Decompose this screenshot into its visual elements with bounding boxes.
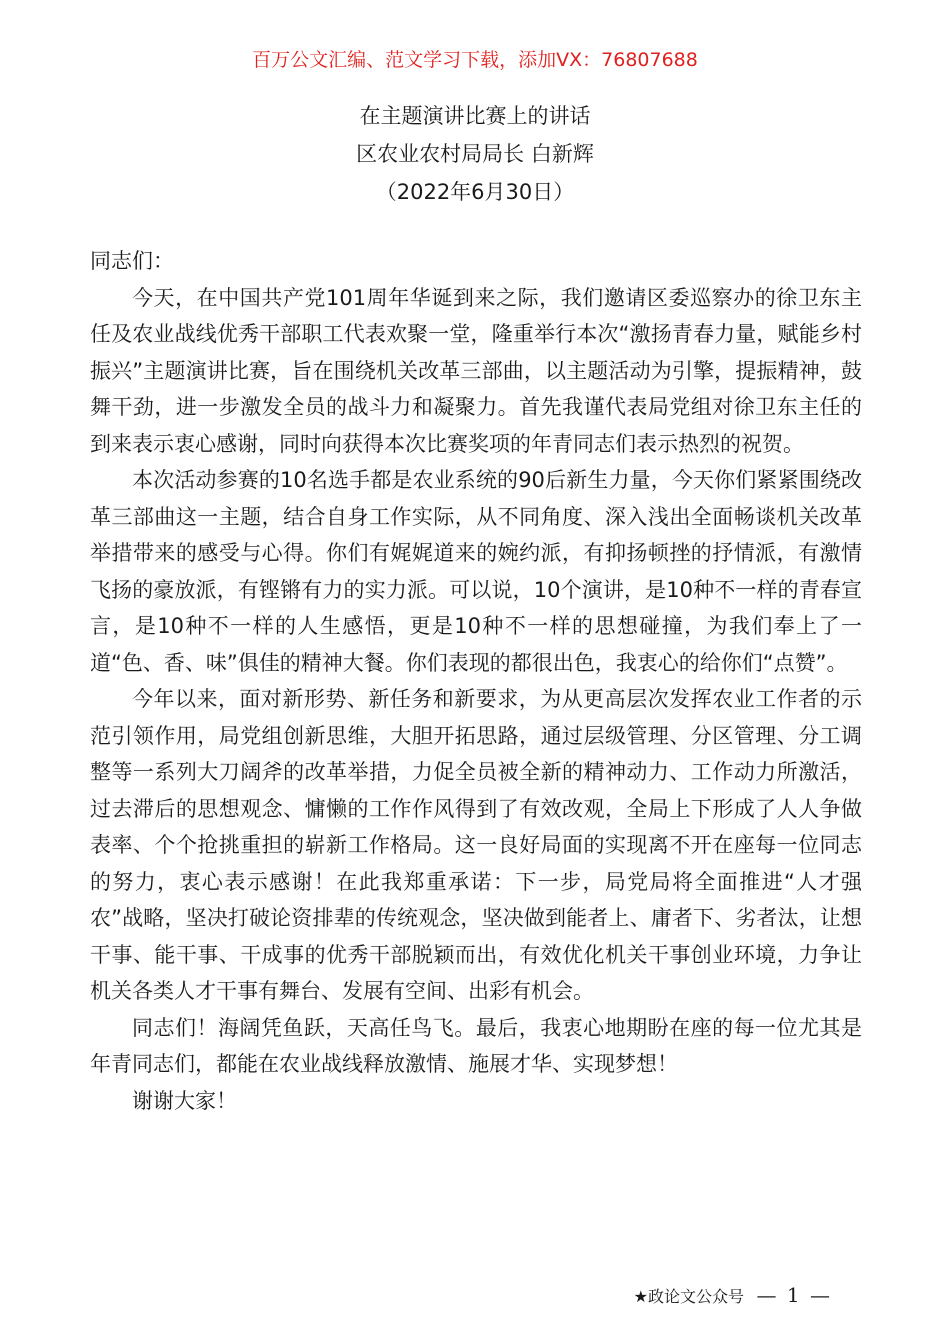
paragraph-2: 本次活动参赛的10名选手都是农业系统的90后新生力量，今天你们紧紧围绕改革三部曲这一主题，结合自身工作实际，从不同角度、深入浅出全面畅谈机关改革举措带来的感受与心得。你们有娓娓道来的婉约派，有抑扬顿挫的抒情派，有激情飞扬的豪放派，有铿锵有力的实力派。可以说，10个演讲，是10种不一样的青春宣言，是10种不一样的人生感悟，更是10种不一样的思想碰撞，为我们奉上了一道“色、香、味”俱佳的精神大餐。你们表现的都很出色，我衷心的给你们“点赞”。 [90,468,862,675]
paragraph-1: 今天，在中国共产党101周年华诞到来之际，我们邀请区委巡察办的徐卫东主任及农业战线优秀干部职工代表欢聚一堂，隆重举行本次“激扬青春力量，赋能乡村振兴”主题演讲比赛，旨在围绕机关改革三部曲，以主题活动为引擎，提振精神，鼓舞干劲，进一步激发全员的战斗力和凝聚力。首先我谨代表局党组对徐卫东主任的到来表示衷心感谢，同时向获得本次比赛奖项的年青同志们表示热烈的祝贺。 [90,285,862,456]
salutation: 同志们： [90,249,174,273]
paragraph-4: 同志们！海阔凭鱼跃，天高任鸟飞。最后，我衷心地期盼在座的每一位尤其是年青同志们，都能在农业战线释放激情、施展才华、实现梦想！ [90,1015,862,1076]
speech-date: （2022年6月30日） [375,180,575,204]
page-number: — 1 — [756,1283,832,1307]
header-banner: 百万公文汇编、范文学习下载，添加VX：76807688 [252,49,698,71]
closing-thanks: 谢谢大家！ [132,1088,237,1113]
paragraph-3: 今年以来，面对新形势、新任务和新要求，为从更高层次发挥农业工作者的示范引领作用，局党组创新思维，大胆开拓思路，通过层级管理、分区管理、分工调整等一系列大刀阔斧的改革举措，力促全员被全新的精神动力、工作动力所激活，过去滞后的思想观念、慵懒的工作作风得到了有效改观，全局上下形成了人人争做表率、个个抢挑重担的崭新工作格局。这一良好局面的实现离不开在座每一位同志的努力，衷心表示感谢！在此我郑重承诺：下一步，局党局将全面推进“人才强农”战略，坚决打破论资排辈的传统观念，坚决做到能者上、庸者下、劣者汰，让想干事、能干事、干成事的优秀干部脱颖而出，有效优化机关干事创业环境，力争让机关各类人才干事有舞台、发展有空间、出彩有机会。 [90,687,862,1003]
speaker-line: 区农业农村局局长 白新辉 [356,142,594,166]
page-footer [0,1282,950,1312]
speech-body [90,243,862,1119]
title-block [0,97,950,211]
speech-title: 在主题演讲比赛上的讲话 [359,104,591,128]
footer-brand: ★政论文公众号 [633,1287,744,1306]
